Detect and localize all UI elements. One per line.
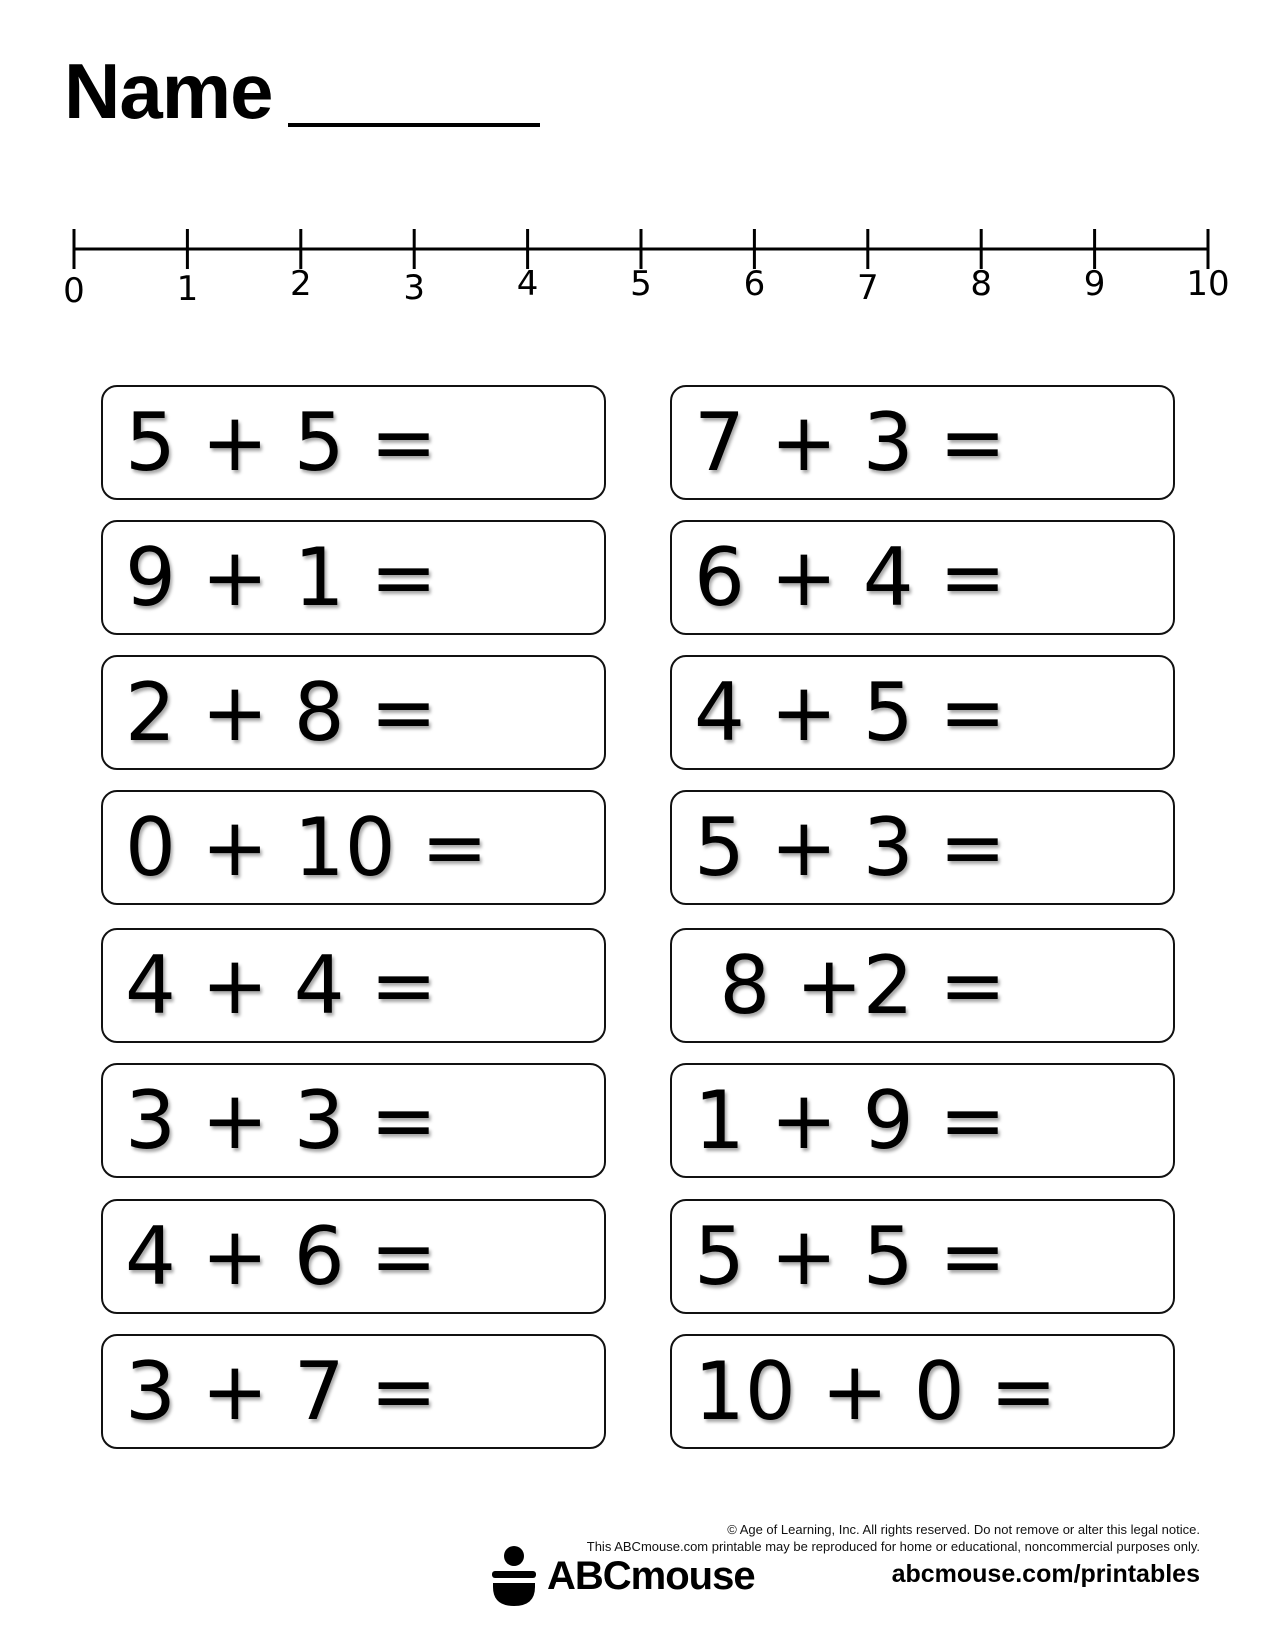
problem-box-left-7[interactable] xyxy=(101,1199,606,1314)
problem-equation: 6 + 4 = xyxy=(694,530,1007,624)
problem-equation: 0 + 10 = xyxy=(125,800,489,894)
problem-box-left-1[interactable] xyxy=(101,385,606,500)
problem-equation: 1 + 9 = xyxy=(694,1073,1007,1167)
number-line xyxy=(0,215,1275,345)
legal-line-2: This ABCmouse.com printable may be reproduced for home or educational, noncommercial purposes only. xyxy=(586,1539,1200,1554)
number-line-label: 10 xyxy=(1186,264,1230,304)
number-line-label: 4 xyxy=(516,264,539,304)
problem-box-right-7[interactable] xyxy=(670,1199,1175,1314)
number-line-label: 8 xyxy=(970,264,993,304)
problem-box-left-6[interactable] xyxy=(101,1063,606,1178)
legal-line-1: © Age of Learning, Inc. All rights reserved. Do not remove or alter this legal notice. xyxy=(727,1522,1200,1537)
problem-box-right-4[interactable] xyxy=(670,790,1175,905)
number-line-label: 7 xyxy=(856,268,879,308)
problem-equation: 8 +2 = xyxy=(694,938,1007,1032)
problem-equation: 5 + 5 = xyxy=(694,1209,1007,1303)
problem-equation: 5 + 5 = xyxy=(125,395,438,489)
problem-equation: 4 + 4 = xyxy=(125,938,438,1032)
printables-url[interactable]: abcmouse.com/printables xyxy=(891,1560,1200,1588)
problem-box-right-3[interactable] xyxy=(670,655,1175,770)
mouse-logo-icon xyxy=(491,1545,537,1607)
problem-box-left-4[interactable] xyxy=(101,790,606,905)
number-line-label: 9 xyxy=(1083,264,1106,304)
logo-wordmark: ABCmouse xyxy=(547,1553,755,1598)
problem-box-left-3[interactable] xyxy=(101,655,606,770)
number-line-label: 1 xyxy=(176,269,199,309)
name-label: Name xyxy=(64,47,273,135)
problem-box-right-8[interactable] xyxy=(670,1334,1175,1449)
problem-equation: 9 + 1 = xyxy=(125,530,438,624)
problem-equation: 7 + 3 = xyxy=(694,395,1007,489)
abcmouse-logo xyxy=(491,1545,755,1607)
problem-box-right-5[interactable] xyxy=(670,928,1175,1043)
problem-equation: 4 + 5 = xyxy=(694,665,1007,759)
problem-box-right-6[interactable] xyxy=(670,1063,1175,1178)
number-line-label: 2 xyxy=(289,264,312,304)
number-line-label: 5 xyxy=(630,264,652,304)
number-line-label: 3 xyxy=(403,268,426,308)
problem-equation: 2 + 8 = xyxy=(125,665,438,759)
problem-box-left-8[interactable] xyxy=(101,1334,606,1449)
problem-equation: 3 + 3 = xyxy=(125,1073,438,1167)
problem-box-right-2[interactable] xyxy=(670,520,1175,635)
number-line-label: 6 xyxy=(743,264,766,304)
problem-box-left-2[interactable] xyxy=(101,520,606,635)
problem-equation: 3 + 7 = xyxy=(125,1344,438,1438)
problem-box-right-1[interactable] xyxy=(670,385,1175,500)
problem-box-left-5[interactable] xyxy=(101,928,606,1043)
problem-equation: 4 + 6 = xyxy=(125,1209,438,1303)
name-blank-line[interactable] xyxy=(288,123,540,127)
problem-equation: 5 + 3 = xyxy=(694,800,1007,894)
problem-equation: 10 + 0 = xyxy=(694,1344,1058,1438)
number-line-label: 0 xyxy=(63,271,85,311)
